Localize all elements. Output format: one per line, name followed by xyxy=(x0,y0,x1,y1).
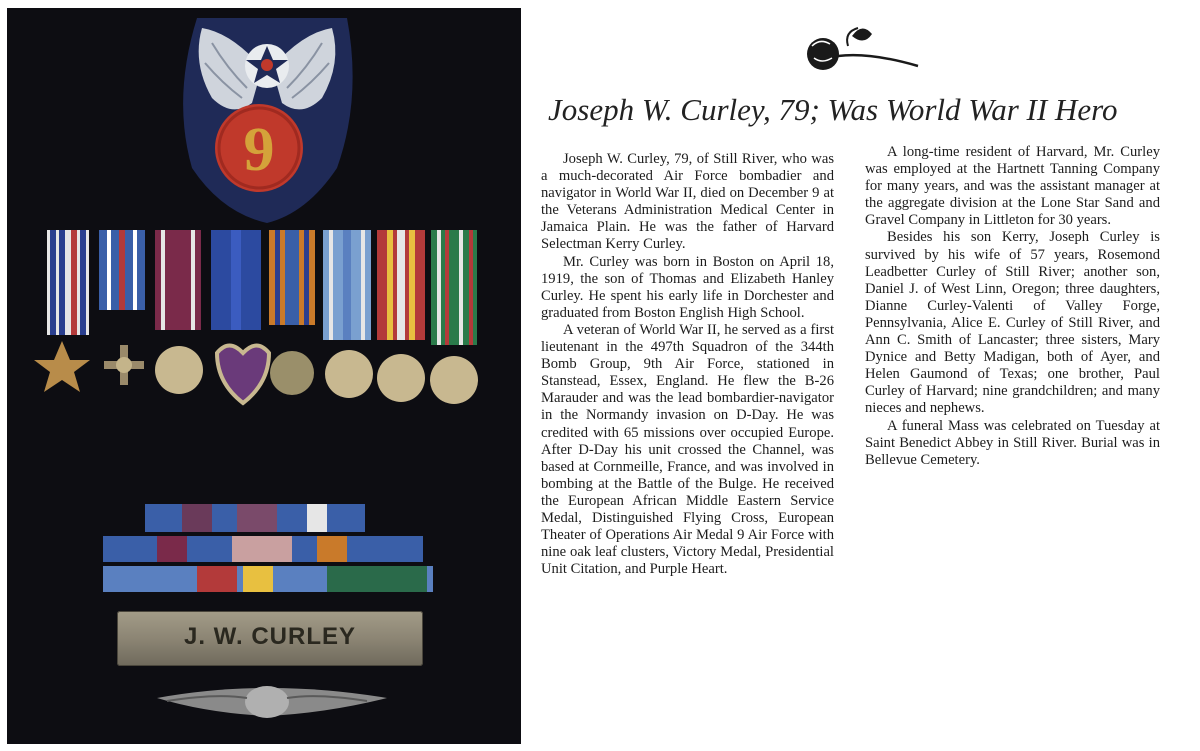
paragraph: Besides his son Kerry, Joseph Curley is survived by his wife of 57 years, Rosemond Leadbetter Curley of Still River; another son, Daniel J. of West Linn, Oregon; three daughters, Dianne Curley-Valenti of Valley Forge, Pennsylvania, Alice E. Curley of Still River, and Ann C. Smith of Lancaster; three sisters, Mary Dynice and Betty Madigan, both of Ayer, and Helen Gaumond of Texas; one brother, Paul Curley of Harvard; nine grandchildren; and many nieces and nephews. xyxy=(865,229,1160,417)
ninth-air-force-patch xyxy=(183,18,353,223)
article-column-2 xyxy=(865,144,1160,469)
paragraph: Mr. Curley was born in Boston on April 18, 1919, the son of Thomas and Elizabeth Hanley Curley. He spent his early life in Dorchester and graduated from Boston English High School. xyxy=(541,253,834,321)
silver-star-medal xyxy=(34,341,90,392)
paragraph: A funeral Mass was celebrated on Tuesday at Saint Benedict Abbey in Still River. Burial was in Bellevue Cemetery. xyxy=(865,417,1160,468)
victory-medal xyxy=(377,354,425,402)
article-column-1 xyxy=(541,151,834,578)
good-conduct-medal xyxy=(325,350,373,398)
ribbon-bars xyxy=(103,504,433,592)
headline: Joseph W. Curley, 79; Was World War II Hero xyxy=(548,92,1118,127)
campaign-medal xyxy=(270,351,314,395)
service-medal xyxy=(430,356,478,404)
bombardier-wings xyxy=(157,686,387,718)
paragraph: Joseph W. Curley, 79, of Still River, who was a much-decorated Air Force bombadier and navigator in World War II, died on December 9 at the Veterans Administration Medical Center in Jamaica Plain. He was the father of Harvard Selectman Kerry Curley. xyxy=(541,151,834,253)
medals-photo xyxy=(7,8,521,744)
distinguished-flying-cross xyxy=(104,345,144,385)
patch-numeral: 9 xyxy=(243,116,275,184)
medals xyxy=(34,341,478,404)
rose-icon xyxy=(800,14,925,89)
paragraph: A veteran of World War II, he served as a first lieutenant in the 497th Squadron of the 344th Bomb Group, 9th Air Force, stationed in Stanstead, Essex, England. He flew the B-26 Marauder and was the lead bombardier-navigator in the Normandy invasion on D-Day. He was credited with 65 missions over occupied Europe. After D-Day his unit crossed the Channel, was based at Cornmeille, France, and was involved in bombing at the Battle of the Bulge. He received the European African Middle Eastern Service Medal, Distinguished Flying Cross, European Theater of Operations Air Medal 9 Air Force with nine oak leaf clusters, Victory Medal, Presidential Unit Citation, and Purple Heart. xyxy=(541,321,834,578)
nameplate-text: J. W. CURLEY xyxy=(183,623,357,650)
nameplate xyxy=(117,611,423,666)
medal-ribbons xyxy=(47,230,477,345)
paragraph: A long-time resident of Harvard, Mr. Curley was employed at the Hartnett Tanning Company for many years, and was the assistant manager at the aggregate division at the Lone Star Sand and Gravel Company in Littleton for 30 years. xyxy=(865,144,1160,229)
purple-heart-medal xyxy=(217,346,269,404)
air-medal xyxy=(155,346,203,394)
